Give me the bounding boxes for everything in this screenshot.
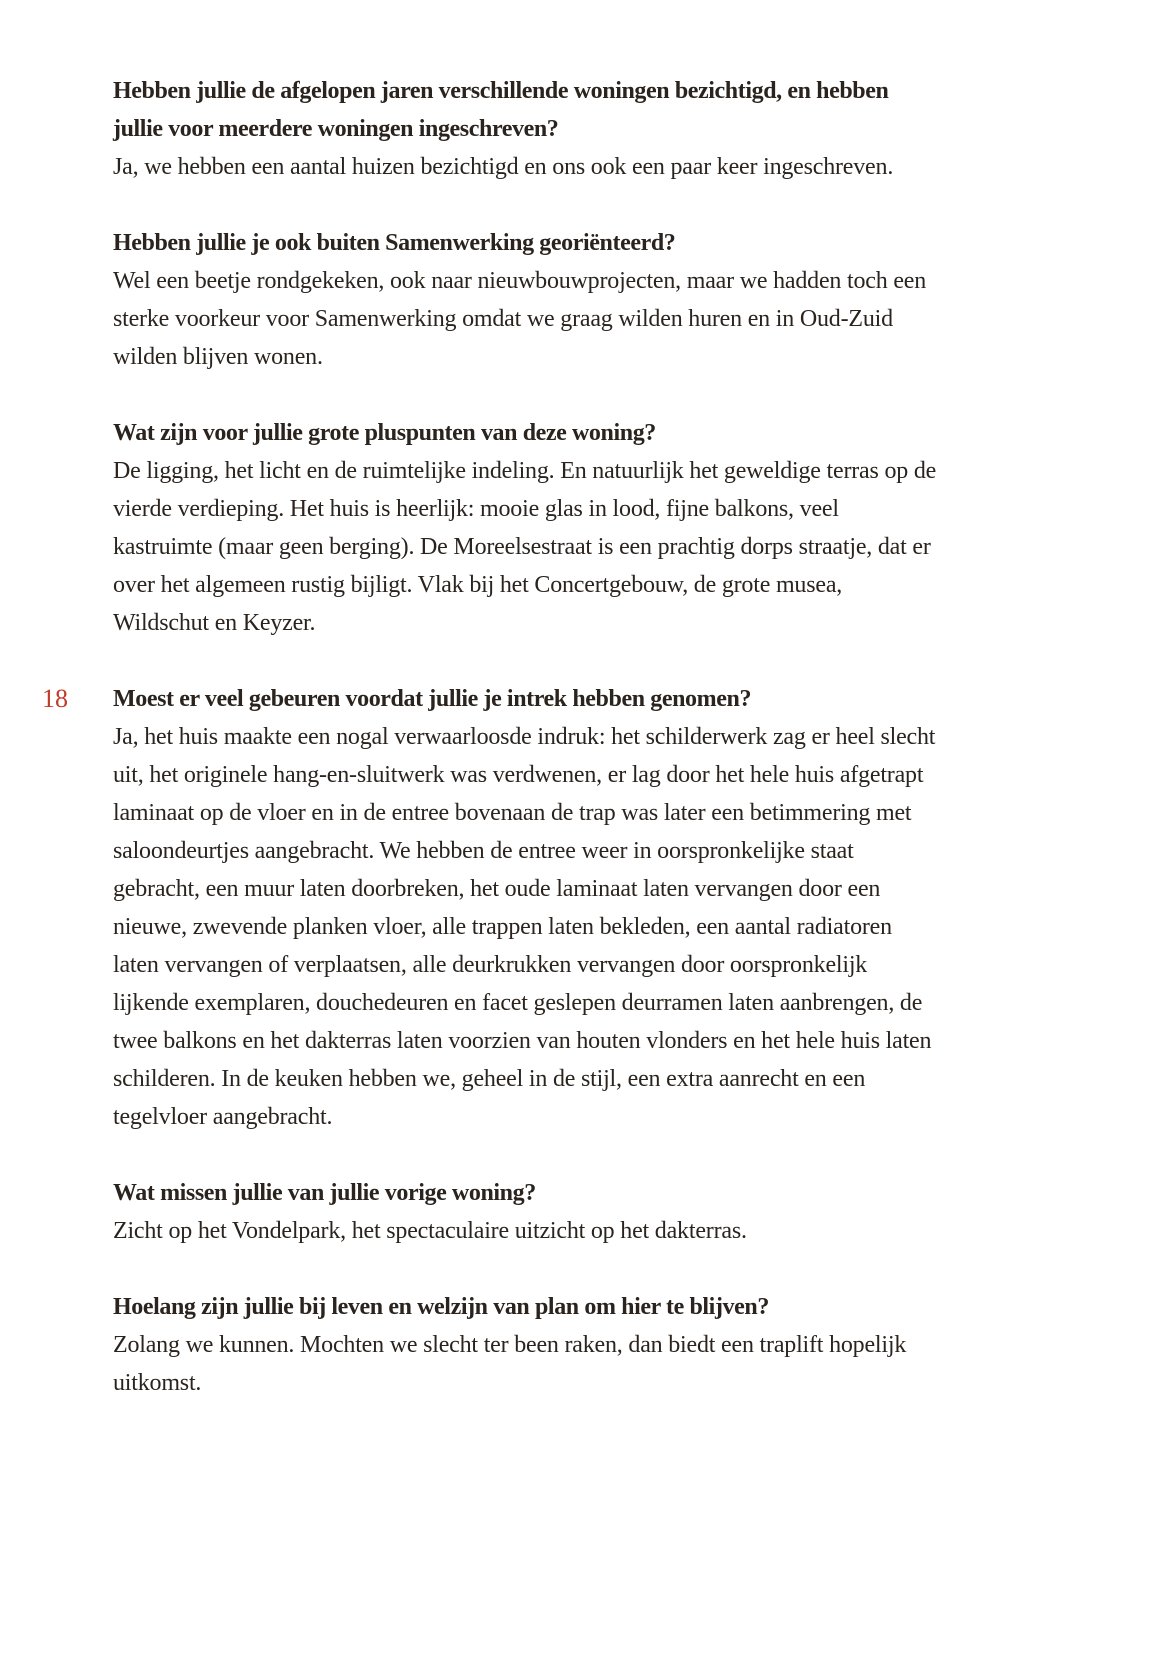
interview-text-column bbox=[42, 72, 937, 1402]
qa-block bbox=[113, 1174, 937, 1250]
interview-question: Hebben jullie je ook buiten Samenwerking georiënteerd? bbox=[113, 230, 676, 256]
interview-answer: Ja, het huis maakte een nogal verwaarloosde indruk: het schilderwerk zag er heel slecht uit, het originele hang-en-sluitwerk was verdwenen, er lag door het hele huis afgetrapt laminaat op de vloer en in de entree bovenaan de trap was later een betimmering met saloondeurtjes aangebracht. We hebben de entree weer in oorspronkelijke staat gebracht, een muur laten doorbreken, het oude laminaat laten vervangen door een nieuwe, zwevende planken vloer, alle trappen laten bekleden, een aantal radiatoren laten vervangen of verplaatsen, alle deurkrukken vervangen door oorspronkelijk lijkende exemplaren, douchedeuren en facet geslepen deurramen laten aanbrengen, de twee balkons en het dakterras laten voorzien van houten vlonders en het hele huis laten schilderen. In de keuken hebben we, geheel in de stijl, een extra aanrecht en een tegelvloer aangebracht. bbox=[113, 724, 936, 1130]
interview-question: Hoelang zijn jullie bij leven en welzijn van plan om hier te blijven? bbox=[113, 1294, 769, 1320]
interview-answer: Zolang we kunnen. Mochten we slecht ter been raken, dan biedt een traplift hopelijk uitkomst. bbox=[113, 1332, 907, 1396]
page-number: 18 bbox=[42, 684, 68, 713]
interview-question: Hebben jullie de afgelopen jaren verschillende woningen bezichtigd, en hebben jullie voor meerdere woningen ingeschreven? bbox=[113, 78, 889, 142]
interview-answer: Zicht op het Vondelpark, het spectaculaire uitzicht op het dakterras. bbox=[113, 1218, 747, 1244]
qa-block bbox=[113, 414, 937, 642]
interview-answer: De ligging, het licht en de ruimtelijke indeling. En natuurlijk het geweldige terras op de vierde verdieping. Het huis is heerlijk: mooie glas in lood, fijne balkons, veel kastruimte (maar geen berging). De Moreelsestraat is een prachtig dorps straatje, dat er over het algemeen rustig bijligt. Vlak bij het Concertgebouw, de grote musea, Wildschut en Keyzer. bbox=[113, 458, 937, 636]
qa-block bbox=[113, 224, 937, 376]
qa-block bbox=[113, 1288, 937, 1402]
qa-block bbox=[113, 72, 937, 186]
qa-block bbox=[42, 680, 937, 1136]
interview-question: Wat zijn voor jullie grote pluspunten van deze woning? bbox=[113, 420, 656, 446]
interview-answer: Wel een beetje rondgekeken, ook naar nieuwbouwprojecten, maar we hadden toch een sterke voorkeur voor Samenwerking omdat we graag wilden huren en in Oud-Zuid wilden blijven wonen. bbox=[113, 268, 927, 370]
interview-answer: Ja, we hebben een aantal huizen bezichtigd en ons ook een paar keer ingeschreven. bbox=[113, 154, 894, 180]
interview-question: Moest er veel gebeuren voordat jullie je intrek hebben genomen? bbox=[113, 686, 752, 712]
interview-question: Wat missen jullie van jullie vorige woning? bbox=[113, 1180, 536, 1206]
